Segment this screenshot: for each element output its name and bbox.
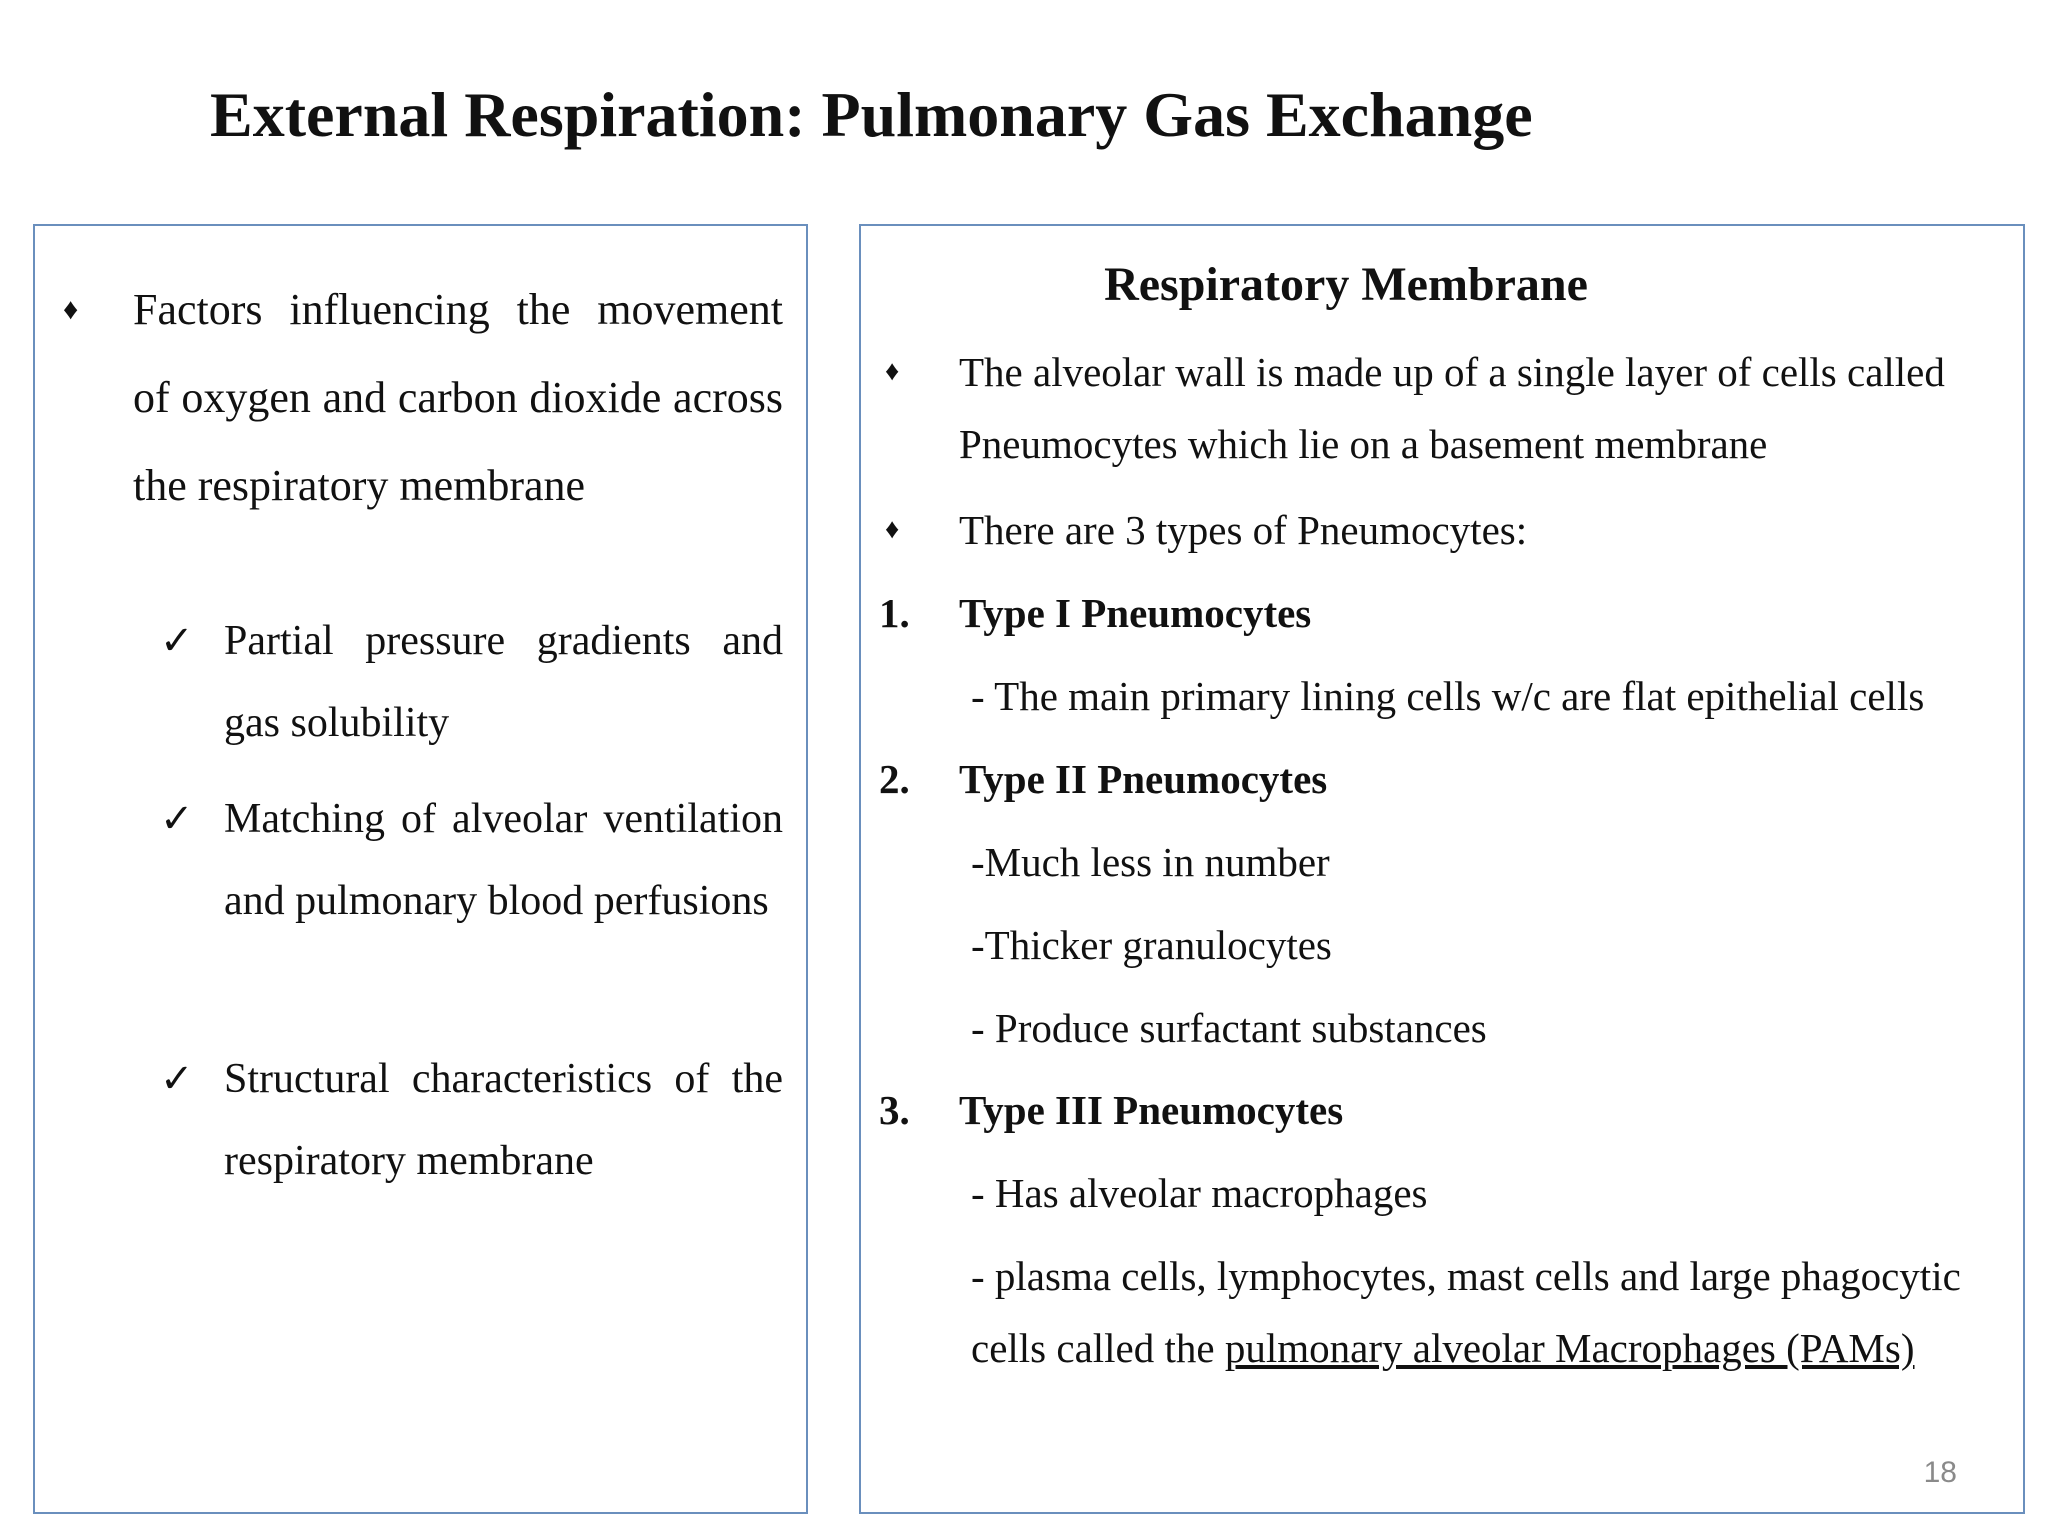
type-heading: Type III Pneumocytes bbox=[959, 1087, 1344, 1133]
factor-item: Matching of alveolar ventilation and pulmonary blood perfusions bbox=[224, 796, 783, 924]
bullet-text: The alveolar wall is made up of a single layer of cells called Pneumocytes which lie on a basement membrane bbox=[959, 349, 1945, 467]
respiratory-membrane-panel bbox=[859, 224, 2025, 1514]
checkmark-icon: ✓ bbox=[160, 796, 194, 841]
list-number: 3. bbox=[879, 1087, 910, 1133]
checkmark-icon: ✓ bbox=[160, 1056, 194, 1101]
diamond-bullet-icon: ♦ bbox=[63, 293, 79, 326]
type-detail-text: - plasma cells, lymphocytes, mast cells and large phagocytic cells called the bbox=[971, 1253, 1961, 1371]
list-number: 2. bbox=[879, 756, 910, 802]
factors-panel bbox=[33, 224, 808, 1514]
type-detail: - Has alveolar macrophages bbox=[971, 1170, 1428, 1216]
slide-title: External Respiration: Pulmonary Gas Exchange bbox=[210, 79, 1533, 150]
factor-item: Partial pressure gradients and gas solubility bbox=[224, 618, 783, 746]
factor-item: Structural characteristics of the respiratory membrane bbox=[224, 1056, 783, 1184]
type-detail: - Produce surfactant substances bbox=[971, 1005, 1487, 1051]
checkmark-icon: ✓ bbox=[160, 618, 194, 663]
type-heading: Type I Pneumocytes bbox=[959, 590, 1312, 636]
diamond-bullet-icon: ♦ bbox=[885, 356, 900, 387]
diamond-bullet-icon: ♦ bbox=[885, 514, 900, 545]
panel-heading: Respiratory Membrane bbox=[1104, 258, 1588, 311]
type-detail: -Thicker granulocytes bbox=[971, 922, 1332, 968]
type-detail-macrophages bbox=[971, 1240, 2021, 1384]
bullet-text: There are 3 types of Pneumocytes: bbox=[959, 507, 1528, 553]
type-heading: Type II Pneumocytes bbox=[959, 756, 1328, 802]
page-number: 18 bbox=[1923, 1456, 1957, 1489]
type-detail: - The main primary lining cells w/c are flat epithelial cells bbox=[971, 673, 1925, 719]
type-detail: -Much less in number bbox=[971, 839, 1330, 885]
pams-underlined-text: pulmonary alveolar Macrophages (PAMs) bbox=[1224, 1325, 1915, 1371]
list-number: 1. bbox=[879, 590, 910, 636]
factors-intro-text: Factors influencing the movement of oxygen and carbon dioxide across the respiratory membrane bbox=[133, 285, 783, 510]
